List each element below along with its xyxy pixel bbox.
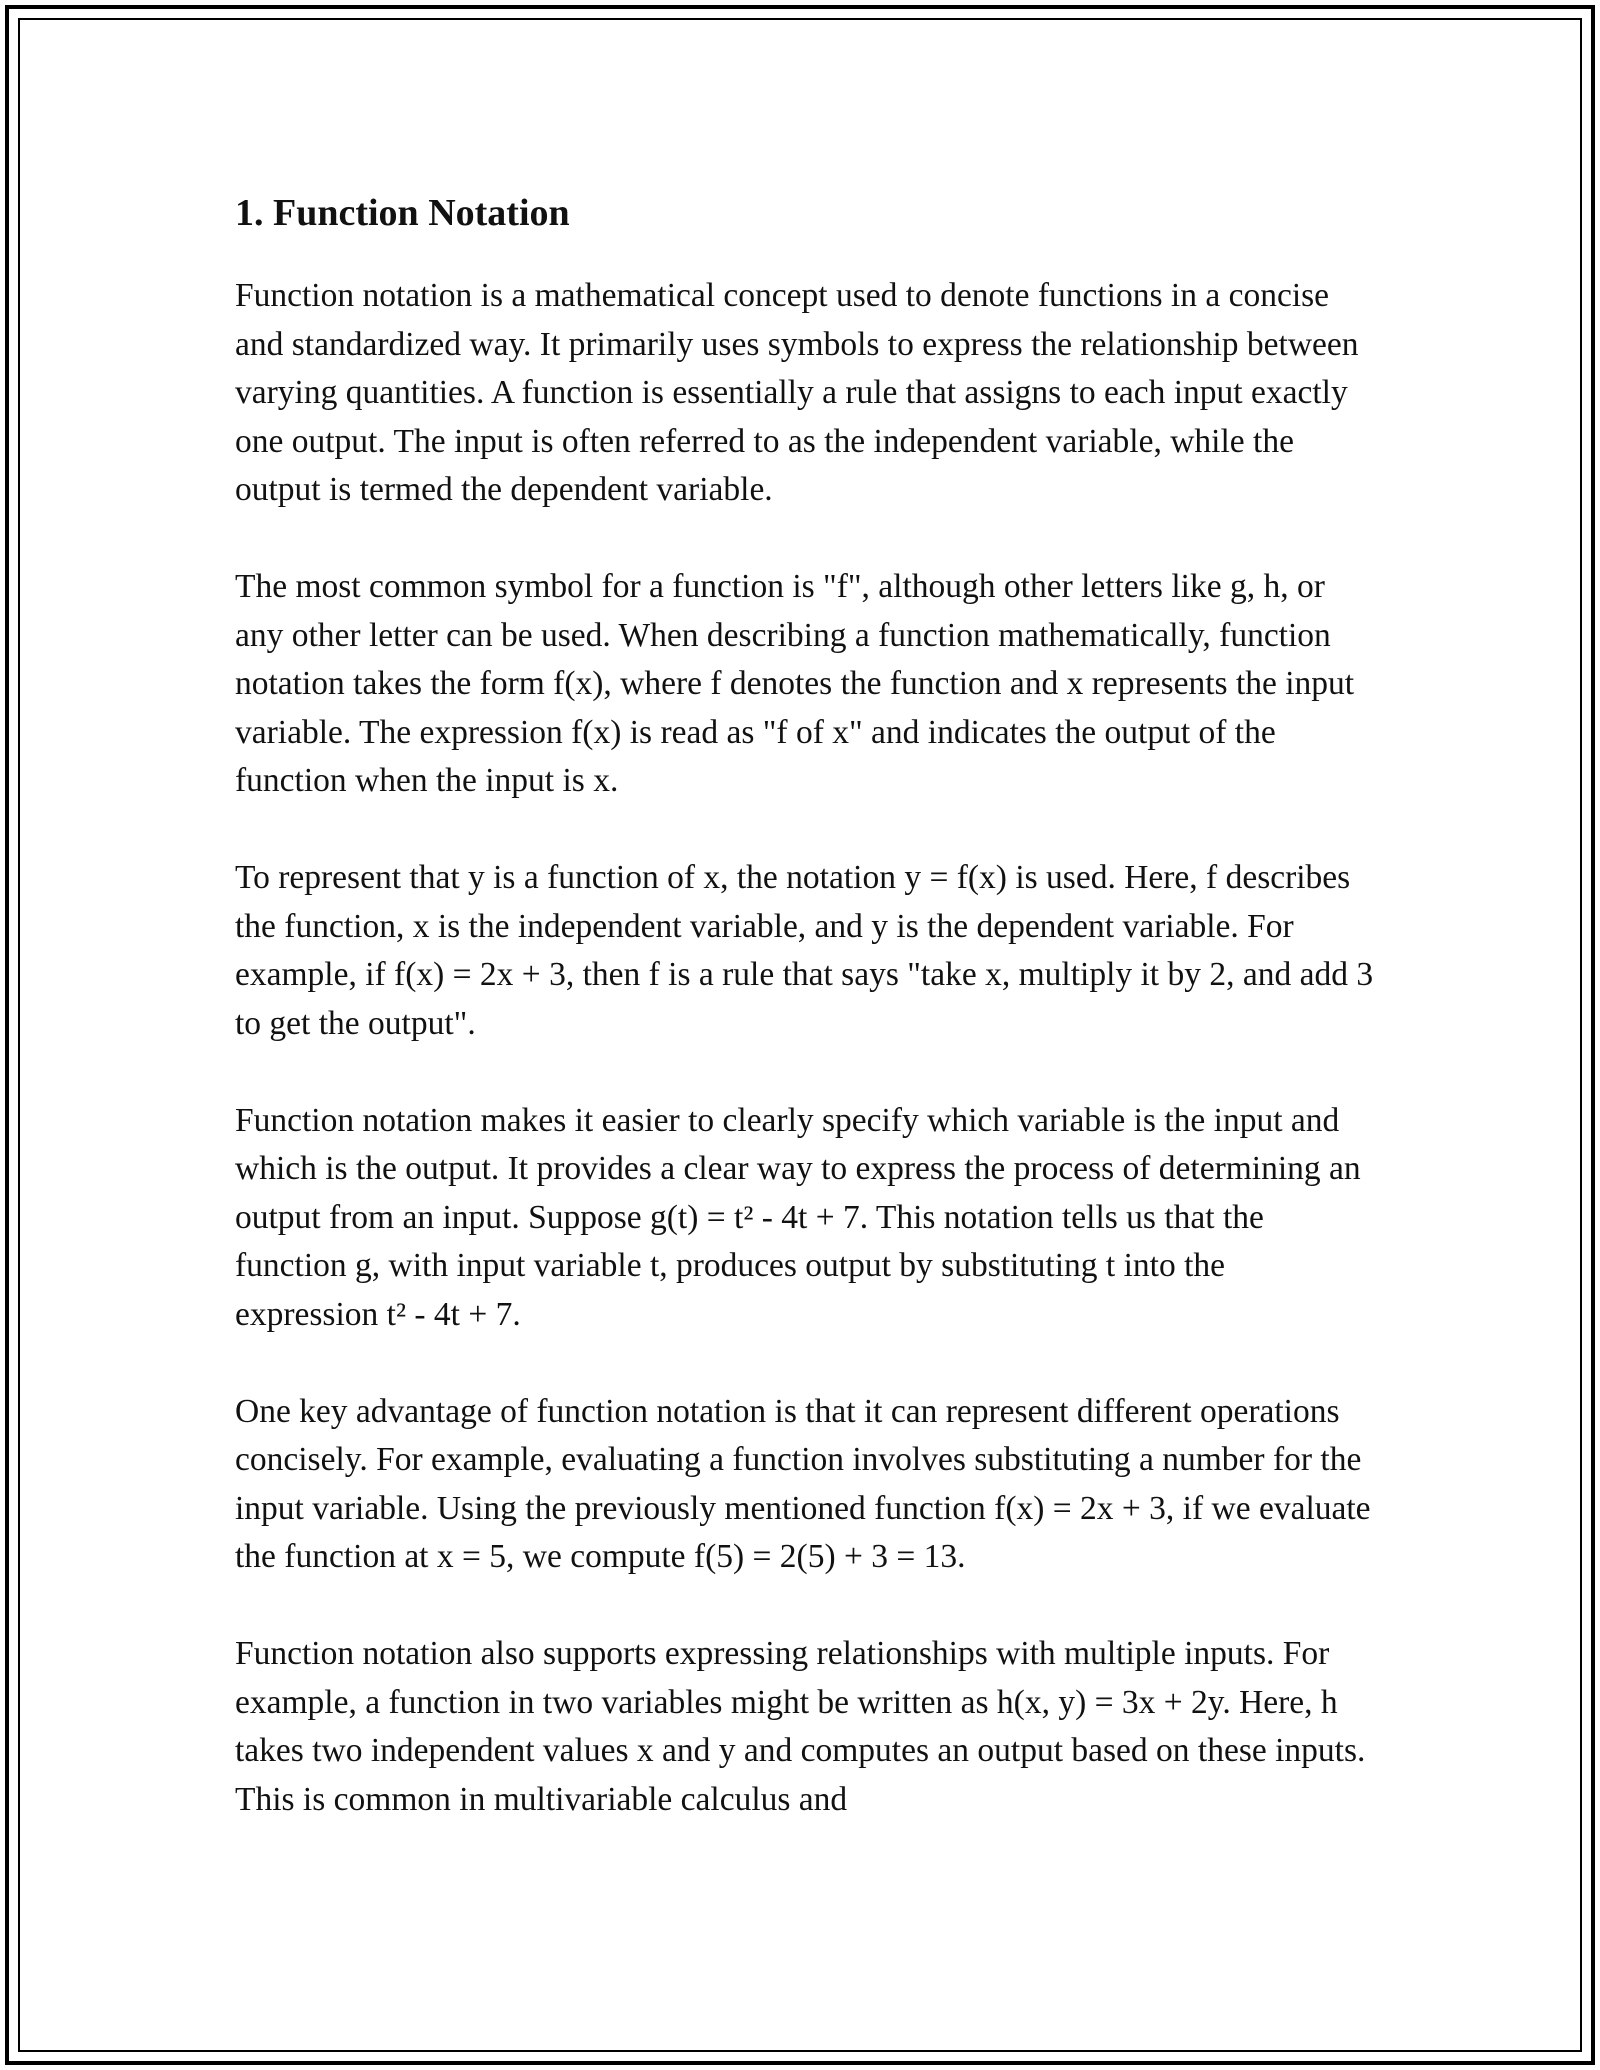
document-body (235, 185, 1375, 1873)
paragraph-input-output: Function notation makes it easier to clearly specify which variable is the input and which is the output. It provides a clear way to express the process of determining an output from an input. Suppose g(t) = t² - 4t + 7. This notation tells us that the function g, with input variable t, produces output by substituting t into the expression t² - 4t + 7. (235, 1101, 1361, 1333)
paragraph-y-equals-f-of-x: To represent that y is a function of x, the notation y = f(x) is used. Here, f describes the function, x is the independent variable, and y is the dependent variable. For example, if f(x) = 2x + 3, then f is a rule that says "take x, multiply it by 2, and add 3 to get the output". (235, 859, 1374, 1042)
section-heading: 1. Function Notation (235, 192, 570, 234)
paragraph-intro: Function notation is a mathematical concept used to denote functions in a concise and standardized way. It primarily uses symbols to express the relationship between varying quantities. A function is essentially a rule that assigns to each input exactly one output. The input is often referred to as the independent variable, while the output is termed the dependent variable. (235, 277, 1359, 508)
paragraph-multiple-inputs: Function notation also supports expressing relationships with multiple inputs. For example, a function in two variables might be written as h(x, y) = 3x + 2y. Here, h takes two independent values x and y and computes an output based on these inputs. This is common in multivariable calculus and (235, 1635, 1366, 1818)
paragraph-evaluation: One key advantage of function notation is that it can represent different operations concisely. For example, evaluating a function involves substituting a number for the input variable. Using the previously mentioned function f(x) = 2x + 3, if we evaluate the function at x = 5, we compute f(5) = 2(5) + 3 = 13. (235, 1392, 1371, 1575)
paragraph-common-symbol: The most common symbol for a function is "f", although other letters like g, h, or any other letter can be used. When describing a function mathematically, function notation takes the form f(x), where f denotes the function and x represents the input variable. The expression f(x) is read as "f of x" and indicates the output of the function when the input is x. (235, 568, 1355, 799)
